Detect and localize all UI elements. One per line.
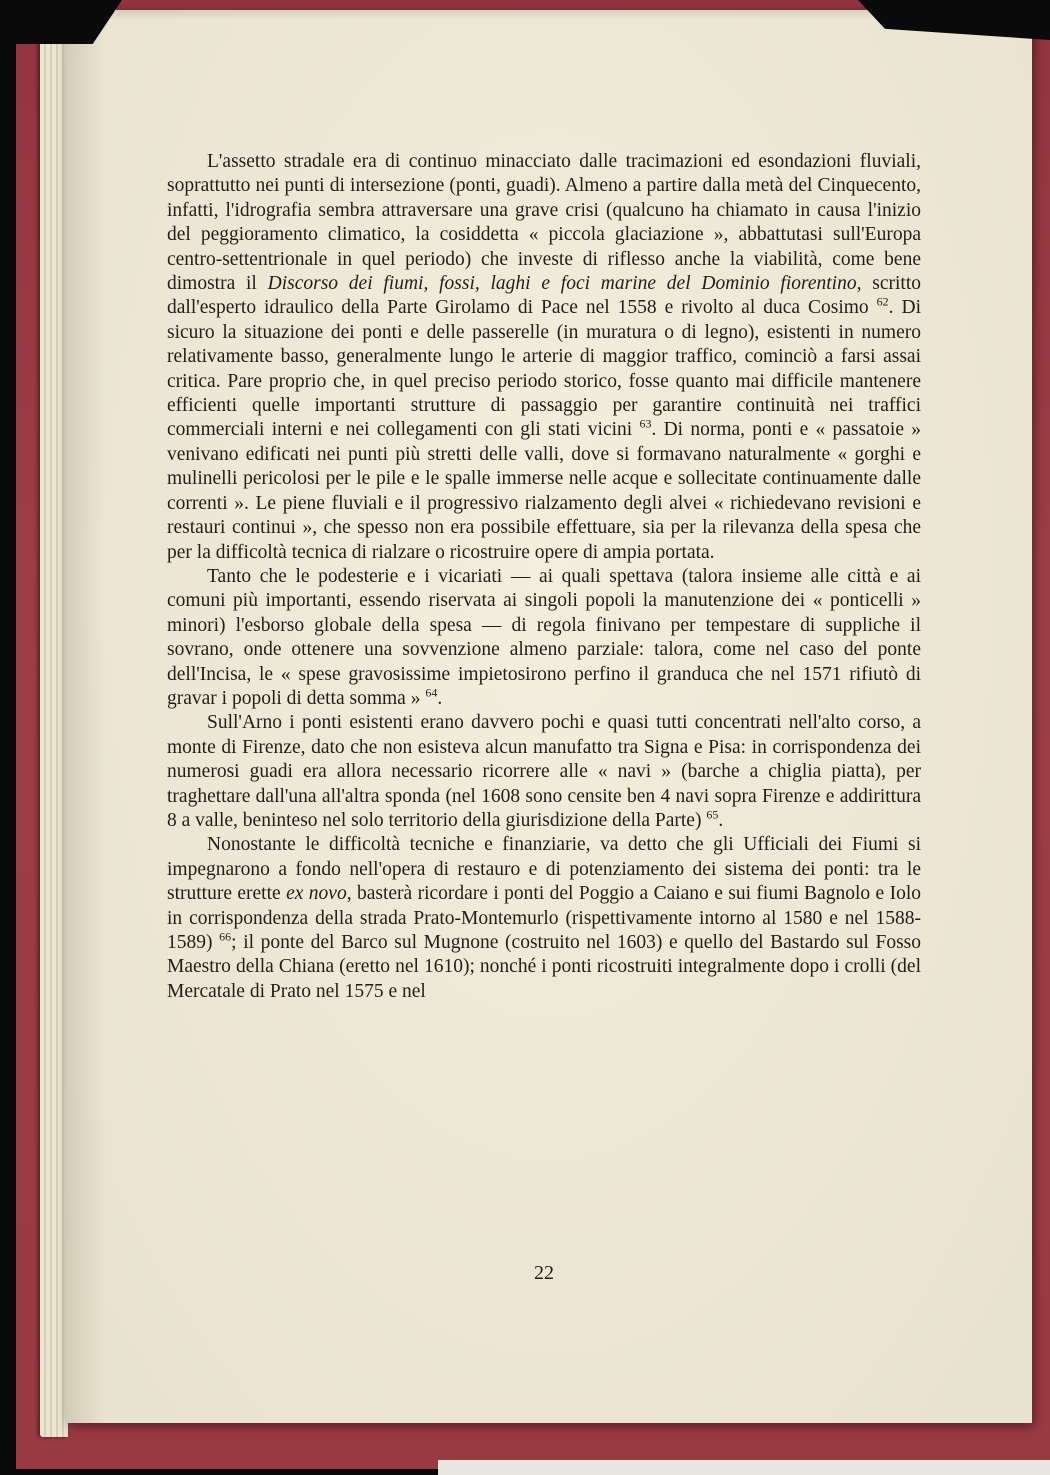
book-page <box>66 10 1032 1423</box>
scanner-bed-strip <box>438 1460 1050 1475</box>
footnote-reference: 64 <box>425 685 438 700</box>
text-run: . <box>718 809 724 831</box>
text-run: . Di sicuro la situazione dei ponti e delle passerelle (in muratura o di legno), esistenti in numero relativamente basso, generalmente lungo le arterie di maggior traffico, cominciò a farsi assai critica. Pare proprio che, in quel preciso periodo storico, fosse quanto mai difficile mantenere efficienti quelle importanti strutture di passaggio per garantire continuità nei traffici commerciali interni e nei collegamenti con gli stati vicini <box>167 297 921 441</box>
footnote-reference: 66 <box>219 929 232 944</box>
text-run: L'assetto stradale era di continuo minacciato dalle tracimazioni ed esondazioni fluviali, soprattutto nei punti di intersezione (ponti, guadi). Almeno a partire dalla metà del Cinquecento, infatti, l'idrografia sembra attraversare una grave crisi (qualcuno ha chiamato in causa l'inizio del peggioramento climatico, la cosiddetta « piccola glaciazione », abbattutasi sull'Europa centro-settentrionale in quel periodo) che investe di riflesso anche la viabilità, come bene dimostra il <box>167 151 921 295</box>
paragraph <box>167 150 921 565</box>
footnote-reference: 63 <box>639 416 652 431</box>
text-run: , scritto dall'esperto idraulico della Parte Girolamo di Pace nel 1558 e rivolto al duca Cosimo <box>167 273 921 319</box>
text-block <box>167 150 921 1004</box>
paragraph <box>167 711 921 833</box>
text-run: ; il ponte del Barco sul Mugnone (costruito nel 1603) e quello del Bastardo sul Fosso Maestro della Chiana (eretto nel 1610); nonché i ponti ricostruiti integralmente dopo i crolli (del Mercatale di Prato nel 1575 e nel <box>167 932 921 1002</box>
paragraph <box>167 833 921 1004</box>
page-number: 22 <box>534 1262 554 1284</box>
paragraph <box>167 565 921 711</box>
page-edges <box>40 20 68 1437</box>
text-run: Sull'Arno i ponti esistenti erano davvero pochi e quasi tutti concentrati nell'alto corso, a monte di Firenze, dato che non esisteva alcun manufatto tra Signa e Pisa: in corrispondenza dei numerosi guadi era allora necessario ricorrere alle « navi » (barche a chiglia piatta), per traghettare dall'una all'altra sponda (nel 1608 sono censite ben 4 navi sopra Firenze e addirittura 8 a valle, beninteso nel solo territorio della giurisdizione della Parte) <box>167 712 921 831</box>
text-run: . Di norma, ponti e « passatoie » venivano edificati nei punti più stretti delle valli, dove si formavano naturalmente « gorghi e mulinelli pericolosi per le pile e le spalle immerse nelle acque e sollecitate continuamente dalle correnti ». Le piene fluviali e il progressivo rialzamento degli alvei « richiedevano revisioni e restauri continui », che spesso non era possibile effettuare, sia per la rilevanza della spesa che per la difficoltà tecnica di rialzare o ricostruire opere di ampia portata. <box>167 419 921 563</box>
footnote-reference: 65 <box>706 807 719 822</box>
footnote-reference: 62 <box>876 294 889 309</box>
text-run: , basterà ricordare i ponti del Poggio a Caiano e sui fiumi Bagnolo e Iolo in corrispondenza della strada Prato-Montemurlo (rispettivamente intorno al 1580 e nel 1588-1589) <box>167 883 921 953</box>
italic-text-run: ex novo <box>286 883 347 905</box>
italic-text-run: Discorso dei fiumi, fossi, laghi e foci marine del Dominio fiorentino <box>267 273 857 295</box>
text-run: Tanto che le podesterie e i vicariati — ai quali spettava (talora insieme alle città e ai comuni più importanti, essendo riservata ai singoli popoli la manutenzione dei « ponticelli » minori) l'esborso globale della spesa — di regola finivano per tempestare di suppliche il sovrano, onde ottenere una sovvenzione almeno parziale: talora, come nel caso del ponte dell'Incisa, le « spese gravosissime impietosirono perfino il granduca che nel 1571 rifiutò di gravar i popoli di detta somma » <box>167 565 921 709</box>
text-run: Nonostante le difficoltà tecniche e finanziarie, va detto che gli Ufficiali dei Fiumi si impegnarono a fondo nell'opera di restauro e di potenziamento dei sistema dei ponti: tra le strutture erette <box>167 834 921 905</box>
text-run: . <box>437 687 443 709</box>
